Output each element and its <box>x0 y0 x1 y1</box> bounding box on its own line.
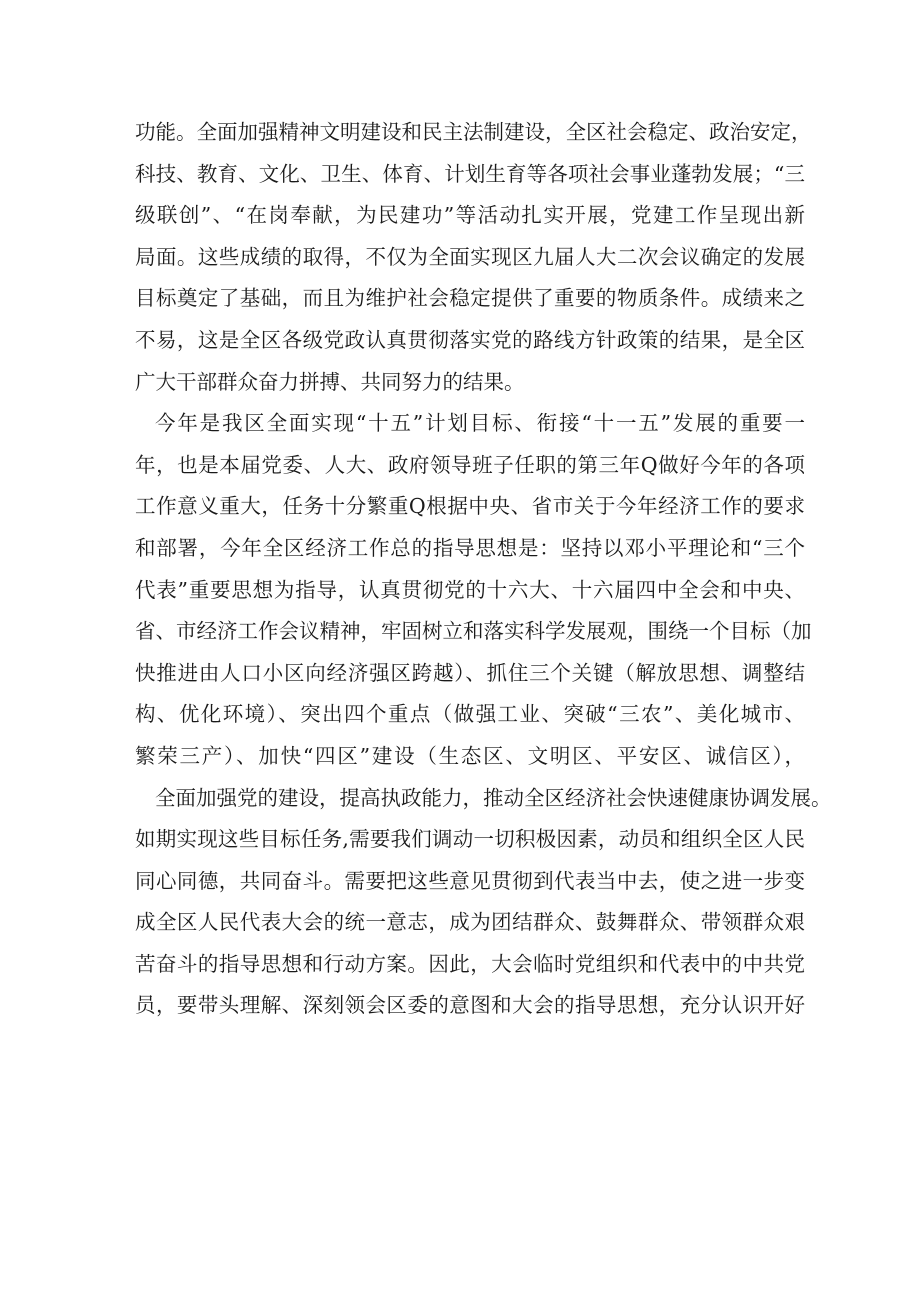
text-line: 级联创”、“在岗奉献，为民建功”等活动扎实开展，党建工作呈现出新 <box>135 203 805 228</box>
text-line: 员，要带头理解、深刻领会区委的意图和大会的指导思想，充分认识开好 <box>135 993 805 1018</box>
paragraph-2 <box>135 403 832 1027</box>
body-text <box>135 112 832 1027</box>
paragraph-1 <box>135 112 812 403</box>
text-line: 全面加强党的建设，提高执政能力，推动全区经济社会快速健康协调发展。 <box>155 785 832 810</box>
text-line: 不易，这是全区各级党政认真贯彻落实党的路线方针政策的结果，是全区 <box>135 327 805 352</box>
text-line: 苦奋斗的指导思想和行动方案。因此，大会临时党组织和代表中的中共党 <box>135 951 805 976</box>
text-line: 功能。全面加强精神文明建设和民主法制建设，全区社会稳定、政治安定， <box>135 120 812 144</box>
text-line: 构、优化环境）、突出四个重点（做强工业、突破“三农”、美化城市、 <box>135 702 805 727</box>
text-line: 同心同德，共同奋斗。需要把这些意见贯彻到代表当中去，使之进一步变 <box>135 868 805 893</box>
text-line: 和部署，今年全区经济工作总的指导思想是：坚持以邓小平理论和“三个 <box>135 535 805 560</box>
text-line: 成全区人民代表大会的统一意志，成为团结群众、鼓舞群众、带领群众艰 <box>135 910 805 935</box>
text-line: 代表”重要思想为指导，认真贯彻党的十六大、十六届四中全会和中央、 <box>135 577 805 602</box>
text-line: 工作意义重大，任务十分繁重Q根据中央、省市关于今年经济工作的要求 <box>135 494 805 519</box>
text-line: 年，也是本届党委、人大、政府领导班子任职的第三年Q做好今年的各项 <box>135 452 805 477</box>
text-line: 目标奠定了基础，而且为维护社会稳定提供了重要的物质条件。成绩来之 <box>135 286 805 311</box>
text-line: 省、市经济工作会议精神，牢固树立和落实科学发展观，围绕一个目标（加 <box>135 619 812 644</box>
text-line: 广大干部群众奋力拼搏、共同努力的结果。 <box>135 369 525 394</box>
text-line: 如期实现这些目标任务,需要我们调动一切积极因素，动员和组织全区人民 <box>135 827 805 852</box>
text-line: 局面。这些成绩的取得，不仅为全面实现区九届人大二次会议确定的发展 <box>135 244 805 269</box>
text-line: 快推进由人口小区向经济强区跨越）、抓住三个关键（解放思想、调整结 <box>135 660 805 685</box>
text-line: 科技、教育、文化、卫生、体育、计划生育等各项社会事业蓬勃发展；“三 <box>135 161 805 186</box>
text-line: 繁荣三产）、加快“四区”建设（生态区、文明区、平安区、诚信区）， <box>135 743 805 768</box>
text-line: 今年是我区全面实现“十五”计划目标、衔接“十一五”发展的重要一 <box>155 411 805 436</box>
